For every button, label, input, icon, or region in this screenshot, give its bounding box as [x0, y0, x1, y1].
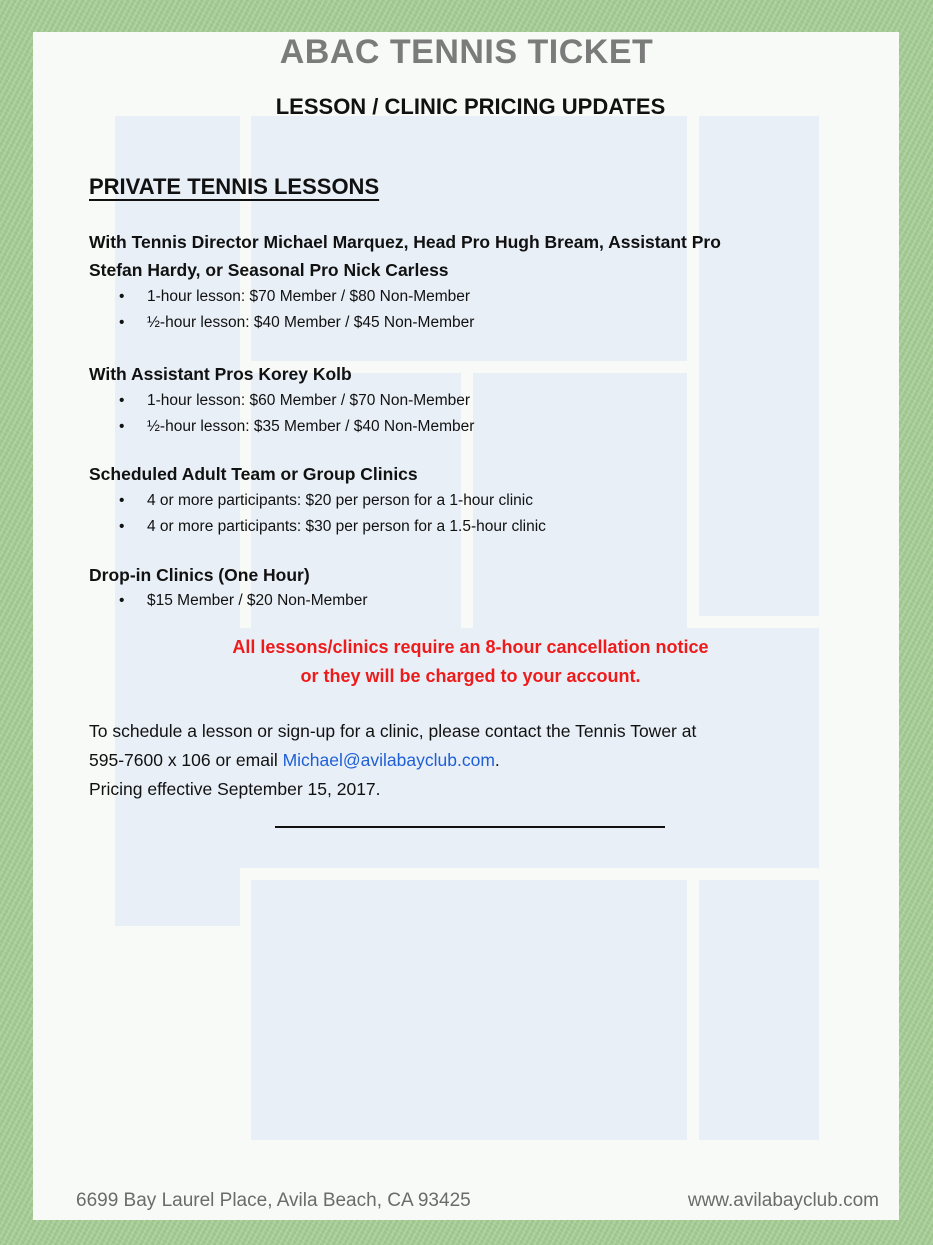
- contact-paragraph: [89, 717, 849, 804]
- contact-punctuation: .: [494, 750, 500, 770]
- group-heading: With Assistant Pros Korey Kolb: [89, 364, 352, 384]
- list-item: • 1-hour lesson: $70 Member / $80 Non-Member: [89, 284, 474, 310]
- page-title: ABAC TENNIS TICKET: [279, 33, 654, 71]
- contact-phone-text: 595-7600 x 106 or email: [89, 750, 283, 770]
- notice-line: All lessons/clinics require an 8-hour cancellation notice: [232, 637, 709, 657]
- price-list: [89, 588, 368, 614]
- price-list: [89, 388, 474, 440]
- group-heading: Drop-in Clinics (One Hour): [89, 565, 310, 585]
- footer-website[interactable]: www.avilabayclub.com: [687, 1190, 879, 1211]
- divider-line: [275, 826, 665, 828]
- contact-line: [89, 746, 849, 775]
- page-subtitle: LESSON / CLINIC PRICING UPDATES: [275, 94, 666, 119]
- group-heading: [89, 228, 721, 284]
- list-item: • 4 or more participants: $30 per person for a 1.5-hour clinic: [89, 514, 546, 540]
- footer-address: 6699 Bay Laurel Place, Avila Beach, CA 93425: [76, 1190, 471, 1211]
- price-list: [89, 488, 546, 540]
- effective-date: Pricing effective September 15, 2017.: [89, 779, 381, 799]
- price-list: [89, 284, 474, 336]
- contact-line: To schedule a lesson or sign-up for a clinic, please contact the Tennis Tower at: [89, 721, 697, 741]
- group-heading: Scheduled Adult Team or Group Clinics: [89, 464, 418, 484]
- cancellation-notice: [0, 633, 933, 691]
- list-item: • 4 or more participants: $20 per person for a 1-hour clinic: [89, 488, 546, 514]
- list-item: • 1-hour lesson: $60 Member / $70 Non-Member: [89, 388, 474, 414]
- list-item: • ½-hour lesson: $35 Member / $40 Non-Member: [89, 414, 474, 440]
- group-heading-line: Stefan Hardy, or Seasonal Pro Nick Carless: [89, 260, 449, 280]
- list-item: • $15 Member / $20 Non-Member: [89, 588, 368, 614]
- group-heading-line: With Tennis Director Michael Marquez, Head Pro Hugh Bream, Assistant Pro: [89, 232, 721, 252]
- section-heading: PRIVATE TENNIS LESSONS: [89, 174, 380, 199]
- list-item: • ½-hour lesson: $40 Member / $45 Non-Member: [89, 310, 474, 336]
- notice-line: or they will be charged to your account.: [300, 666, 641, 686]
- email-link[interactable]: Michael@avilabayclub.com: [282, 750, 495, 770]
